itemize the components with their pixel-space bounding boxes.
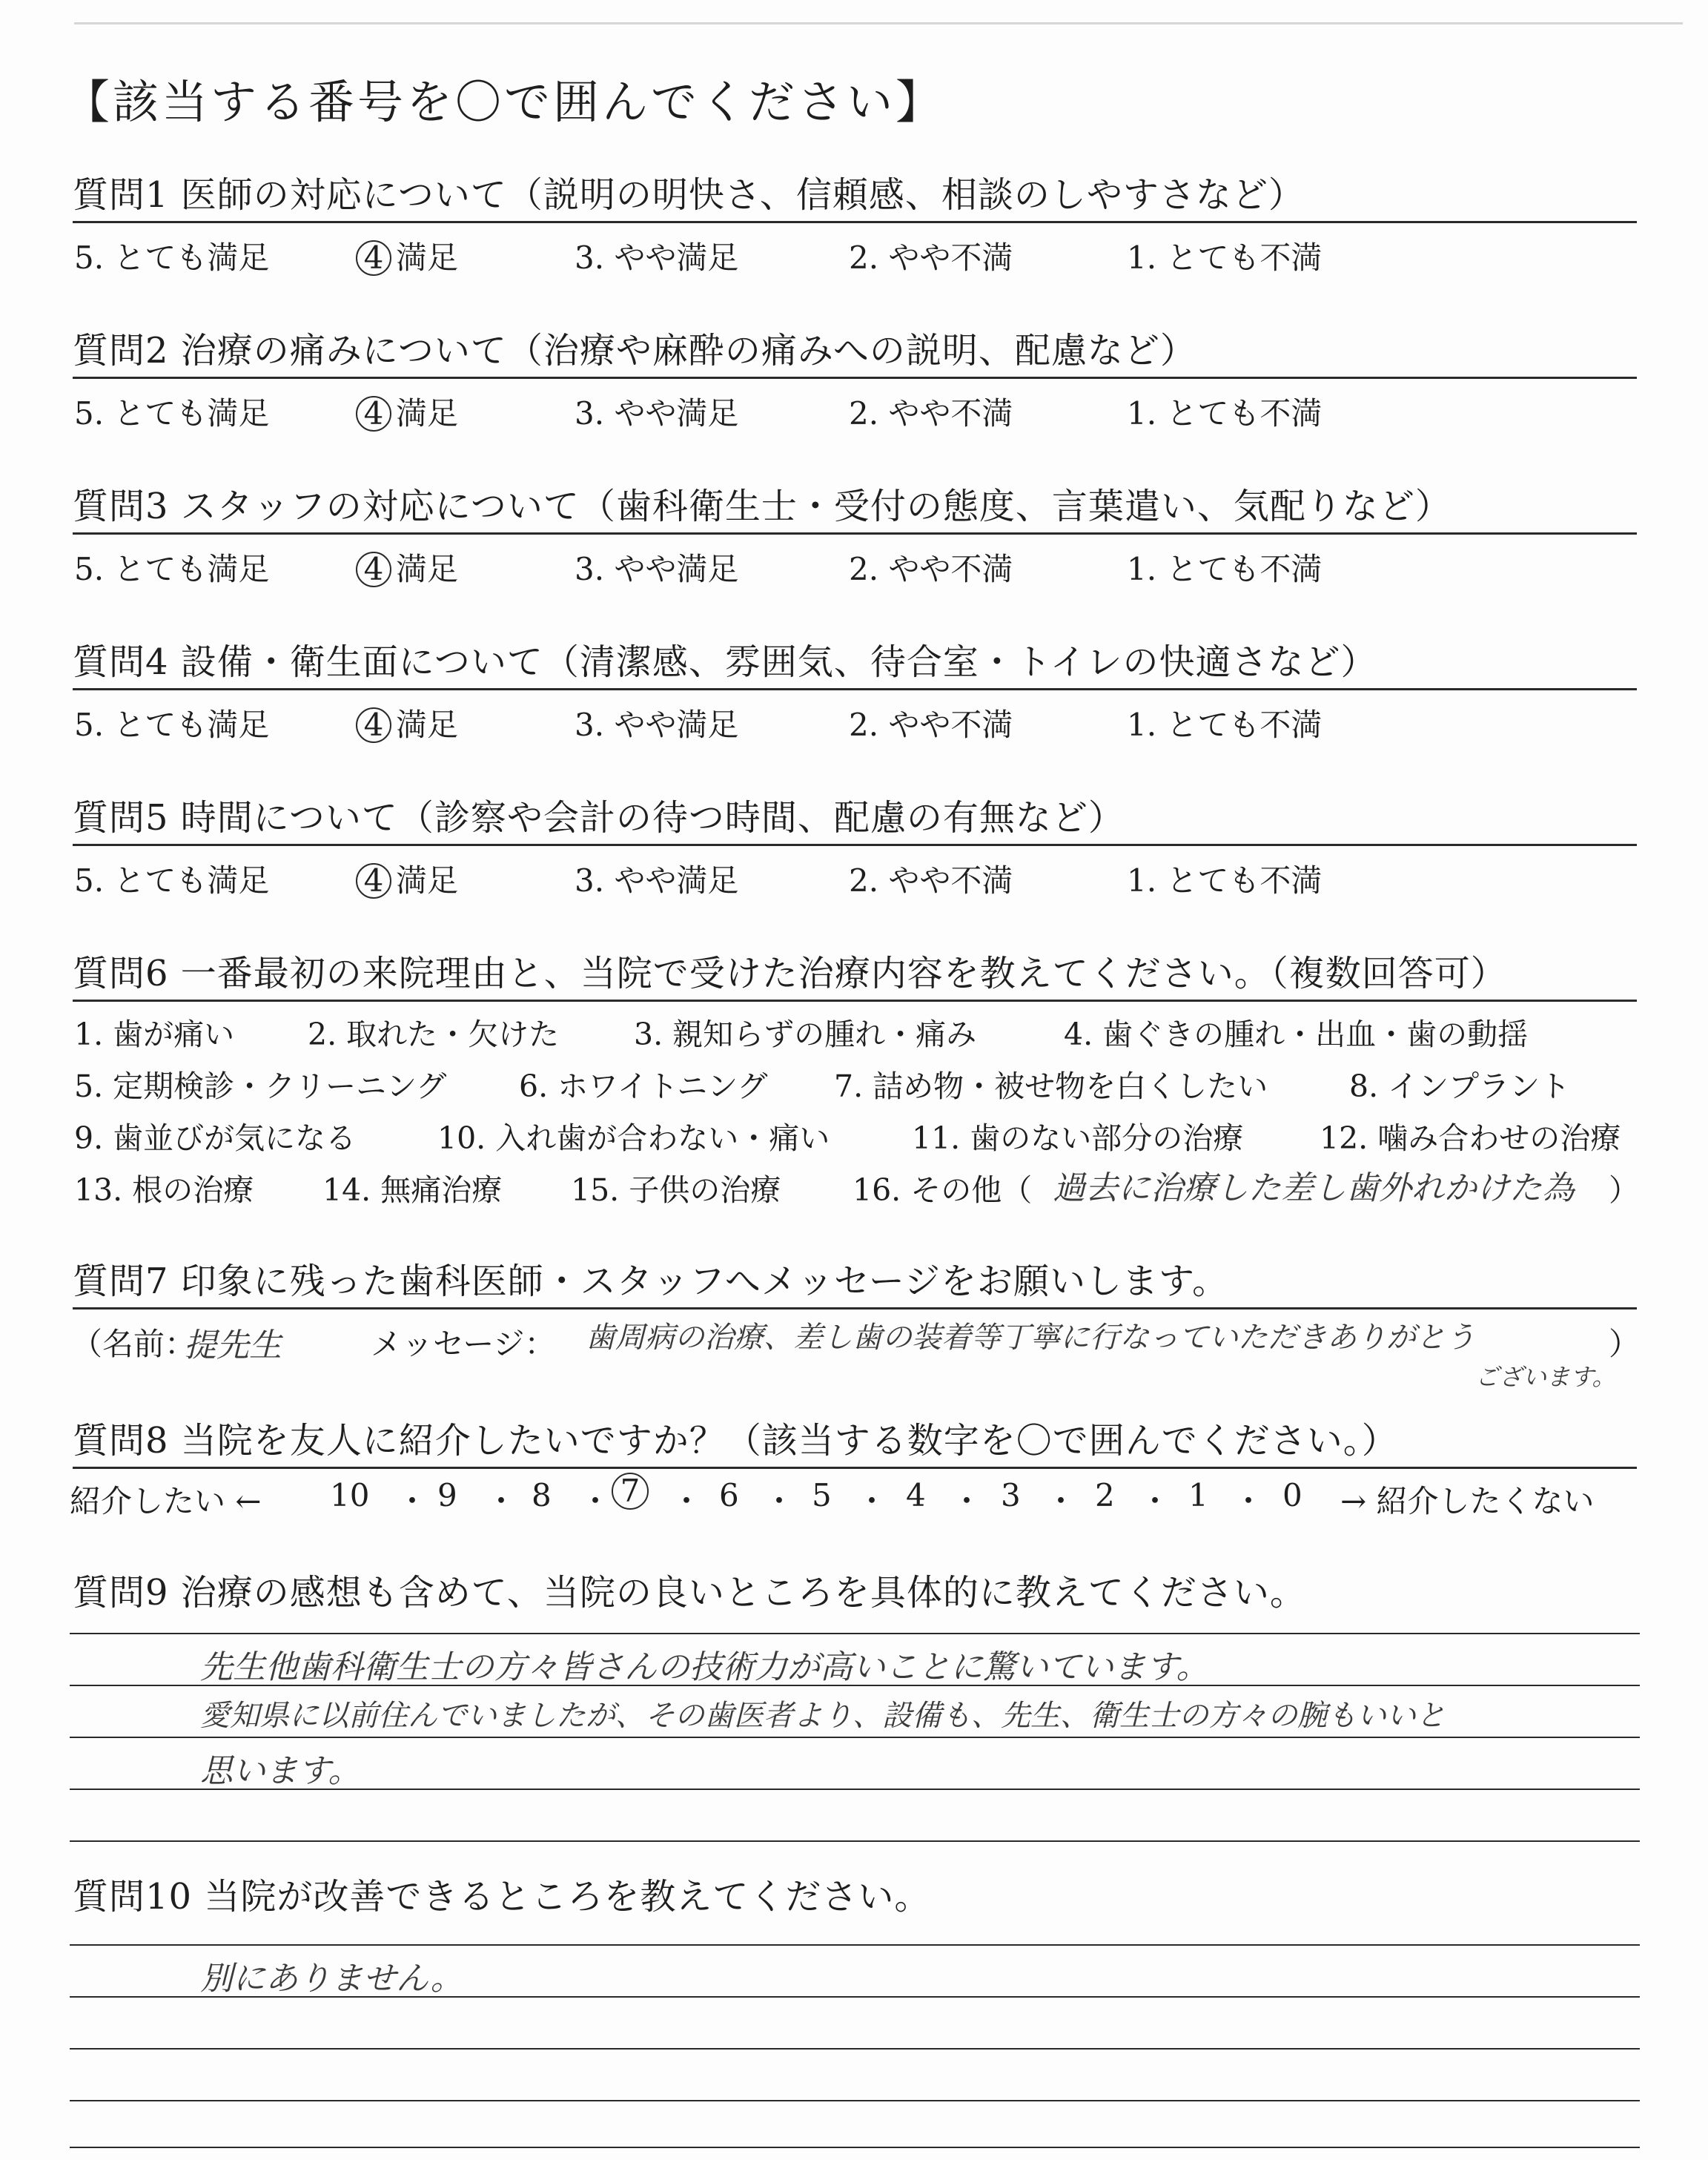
q6-option[interactable]: 5. 定期検診・クリーニング bbox=[74, 1069, 447, 1104]
scale-dot: ・ bbox=[671, 1483, 703, 1519]
selection-circle: 4 bbox=[356, 240, 391, 276]
message-close-paren: ） bbox=[1609, 1326, 1641, 1362]
question-7 bbox=[73, 1261, 1637, 1309]
scale-number[interactable]: 9 bbox=[437, 1477, 457, 1513]
question-rule bbox=[73, 844, 1637, 846]
selection-circle: 4 bbox=[356, 863, 391, 899]
writing-line bbox=[70, 1633, 1640, 1634]
message-handwriting-2[interactable]: ございます。 bbox=[1475, 1363, 1616, 1391]
selection-circle: 4 bbox=[356, 707, 391, 743]
scale-number[interactable]: 1 bbox=[1188, 1477, 1208, 1513]
scale-right-label: → 紹介したくない bbox=[1340, 1483, 1595, 1519]
option-2[interactable]: 2. やや不満 bbox=[849, 862, 1013, 899]
question-10-title: 質問10 当院が改善できるところを教えてください。 bbox=[73, 1876, 931, 1918]
q2-options bbox=[74, 389, 1631, 432]
scale-number-selected[interactable]: 7 bbox=[612, 1473, 649, 1510]
option-1[interactable]: 1. とても不満 bbox=[1127, 551, 1323, 587]
q5-options bbox=[74, 856, 1631, 899]
q6-option[interactable]: 10. 入れ歯が合わない・痛い bbox=[437, 1120, 830, 1156]
question-9-title: 質問9 治療の感想も含めて、当院の良いところを具体的に教えてください。 bbox=[73, 1572, 1306, 1614]
scale-number[interactable]: 3 bbox=[1001, 1477, 1021, 1513]
q6-option[interactable]: 7. 詰め物・被せ物を白くしたい bbox=[834, 1069, 1268, 1104]
q9-answer-line-3[interactable]: 思います。 bbox=[200, 1752, 361, 1790]
option-4-selected[interactable]: 4 満足 bbox=[356, 856, 458, 901]
question-8-title: 質問8 当院を友人に紹介したいですか？（該当する数字を〇で囲んでください。） bbox=[73, 1420, 1398, 1462]
q10-answer-line-1[interactable]: 別にありません。 bbox=[200, 1960, 463, 1998]
option-5[interactable]: 5. とても満足 bbox=[74, 551, 270, 587]
q6-option[interactable]: 12. 噛み合わせの治療 bbox=[1320, 1120, 1621, 1156]
question-rule bbox=[73, 1307, 1637, 1309]
scale-number[interactable]: 2 bbox=[1095, 1477, 1115, 1513]
scale-number[interactable]: 6 bbox=[719, 1477, 739, 1513]
q6-option[interactable]: 6. ホワイトニング bbox=[519, 1069, 768, 1104]
q6-close-paren: ） bbox=[1609, 1172, 1639, 1208]
question-4 bbox=[73, 641, 1637, 690]
question-8 bbox=[73, 1420, 1637, 1469]
question-2-title: 質問2 治療の痛みについて（治療や麻酔の痛みへの説明、配慮など） bbox=[73, 330, 1196, 371]
question-rule bbox=[73, 377, 1637, 379]
q6-option[interactable]: 8. インプラント bbox=[1349, 1069, 1571, 1104]
scale-dot: ・ bbox=[397, 1483, 428, 1519]
q6-option[interactable]: 13. 根の治療 bbox=[74, 1172, 254, 1208]
q6-option[interactable]: 1. 歯が痛い bbox=[74, 1017, 235, 1052]
question-rule bbox=[73, 1000, 1637, 1002]
scale-left-label: 紹介したい ← bbox=[70, 1483, 262, 1519]
question-6-title: 質問6 一番最初の来院理由と、当院で受けた治療内容を教えてください。（複数回答可） bbox=[73, 953, 1507, 994]
option-2[interactable]: 2. やや不満 bbox=[849, 395, 1013, 432]
scale-dot: ・ bbox=[856, 1483, 888, 1519]
scale-dot: ・ bbox=[1045, 1483, 1077, 1519]
option-3[interactable]: 3. やや満足 bbox=[575, 240, 739, 276]
option-4-selected[interactable]: 4 満足 bbox=[356, 234, 458, 278]
option-5[interactable]: 5. とても満足 bbox=[74, 240, 270, 276]
option-2[interactable]: 2. やや不満 bbox=[849, 240, 1013, 276]
q6-option[interactable]: 9. 歯並びが気になる bbox=[74, 1120, 357, 1156]
q6-option[interactable]: 11. 歯のない部分の治療 bbox=[912, 1120, 1244, 1156]
question-rule bbox=[73, 532, 1637, 535]
scale-number[interactable]: 8 bbox=[532, 1477, 552, 1513]
option-3[interactable]: 3. やや満足 bbox=[575, 707, 739, 743]
q3-options bbox=[74, 545, 1631, 587]
writing-line bbox=[70, 2048, 1640, 2050]
name-label: （名前： bbox=[71, 1326, 196, 1362]
question-rule bbox=[73, 688, 1637, 690]
q6-option[interactable]: 3. 親知らずの腫れ・痛み bbox=[634, 1017, 977, 1052]
option-2[interactable]: 2. やや不満 bbox=[849, 707, 1013, 743]
message-label: メッセージ： bbox=[371, 1326, 556, 1362]
q6-option-other[interactable]: 16. その他（ bbox=[853, 1172, 1033, 1208]
option-3[interactable]: 3. やや満足 bbox=[575, 862, 739, 899]
option-1[interactable]: 1. とても不満 bbox=[1127, 862, 1323, 899]
writing-line bbox=[70, 2100, 1640, 2101]
option-4-selected[interactable]: 4 満足 bbox=[356, 545, 458, 589]
question-6 bbox=[73, 953, 1637, 1002]
q9-answer-line-2[interactable]: 愛知県に以前住んでいましたが、その歯医者より、設備も、先生、衛生士の方々の腕もいいと bbox=[200, 1699, 1446, 1733]
writing-line bbox=[70, 1840, 1640, 1842]
scale-dot: ・ bbox=[580, 1483, 612, 1519]
q6-option[interactable]: 2. 取れた・欠けた bbox=[308, 1017, 560, 1052]
q6-option[interactable]: 4. 歯ぐきの腫れ・出血・歯の動揺 bbox=[1064, 1017, 1529, 1052]
question-5 bbox=[73, 797, 1637, 846]
option-5[interactable]: 5. とても満足 bbox=[74, 707, 270, 743]
option-2[interactable]: 2. やや不満 bbox=[849, 551, 1013, 587]
option-5[interactable]: 5. とても満足 bbox=[74, 862, 270, 899]
question-1-title: 質問1 医師の対応について（説明の明快さ、信頼感、相談のしやすさなど） bbox=[73, 174, 1305, 216]
scale-number[interactable]: 5 bbox=[812, 1477, 832, 1513]
q1-options bbox=[74, 234, 1631, 276]
scale-dot: ・ bbox=[486, 1483, 517, 1519]
option-1[interactable]: 1. とても不満 bbox=[1127, 240, 1323, 276]
selection-circle: 4 bbox=[356, 552, 391, 587]
question-7-title: 質問7 印象に残った歯科医師・スタッフへメッセージをお願いします。 bbox=[73, 1261, 1229, 1302]
name-handwriting[interactable]: 提先生 bbox=[184, 1327, 282, 1364]
question-5-title: 質問5 時間について（診察や会計の待つ時間、配慮の有無など） bbox=[73, 797, 1125, 839]
scale-number[interactable]: 10 bbox=[330, 1477, 370, 1513]
scale-number[interactable]: 4 bbox=[906, 1477, 926, 1513]
selection-circle: 4 bbox=[356, 396, 391, 432]
writing-line bbox=[70, 2147, 1640, 2148]
question-4-title: 質問4 設備・衛生面について（清潔感、雰囲気、待合室・トイレの快適さなど） bbox=[73, 641, 1377, 683]
question-1 bbox=[73, 174, 1637, 223]
scale-dot: ・ bbox=[951, 1483, 983, 1519]
question-3 bbox=[73, 486, 1637, 535]
q6-other-handwriting[interactable]: 過去に治療した差し歯外れかけた為 bbox=[1053, 1169, 1575, 1207]
scale-dot: ・ bbox=[764, 1483, 795, 1519]
q6-option[interactable]: 14. 無痛治療 bbox=[322, 1172, 503, 1208]
option-4-selected[interactable]: 4 満足 bbox=[356, 389, 458, 434]
option-1[interactable]: 1. とても不満 bbox=[1127, 707, 1323, 743]
option-3[interactable]: 3. やや満足 bbox=[575, 551, 739, 587]
question-10 bbox=[73, 1876, 1555, 1925]
writing-line bbox=[70, 1944, 1640, 1946]
instruction-header: 【該当する番号を〇で囲んでください】 bbox=[64, 75, 945, 129]
question-3-title: 質問3 スタッフの対応について（歯科衛生士・受付の態度、言葉遣い、気配りなど） bbox=[73, 486, 1452, 527]
option-1[interactable]: 1. とても不満 bbox=[1127, 395, 1323, 432]
scale-dot: ・ bbox=[1233, 1483, 1265, 1519]
scale-dot: ・ bbox=[1139, 1483, 1171, 1519]
q9-answer-line-1[interactable]: 先生他歯科衛生士の方々皆さんの技術力が高いことに驚いています。 bbox=[200, 1648, 1209, 1686]
writing-line bbox=[70, 1737, 1640, 1738]
scale-number[interactable]: 0 bbox=[1282, 1477, 1302, 1513]
option-4-selected[interactable]: 4 満足 bbox=[356, 701, 458, 745]
question-2 bbox=[73, 330, 1637, 379]
question-rule bbox=[73, 1467, 1637, 1469]
top-border bbox=[74, 22, 1683, 24]
option-5[interactable]: 5. とても満足 bbox=[74, 395, 270, 432]
question-rule bbox=[73, 221, 1637, 223]
question-9 bbox=[73, 1572, 1555, 1621]
q6-option[interactable]: 15. 子供の治療 bbox=[571, 1172, 781, 1208]
q4-options bbox=[74, 701, 1631, 743]
option-3[interactable]: 3. やや満足 bbox=[575, 395, 739, 432]
message-handwriting[interactable]: 歯周病の治療、差し歯の装着等丁寧に行なっていただきありがとう bbox=[586, 1321, 1475, 1355]
